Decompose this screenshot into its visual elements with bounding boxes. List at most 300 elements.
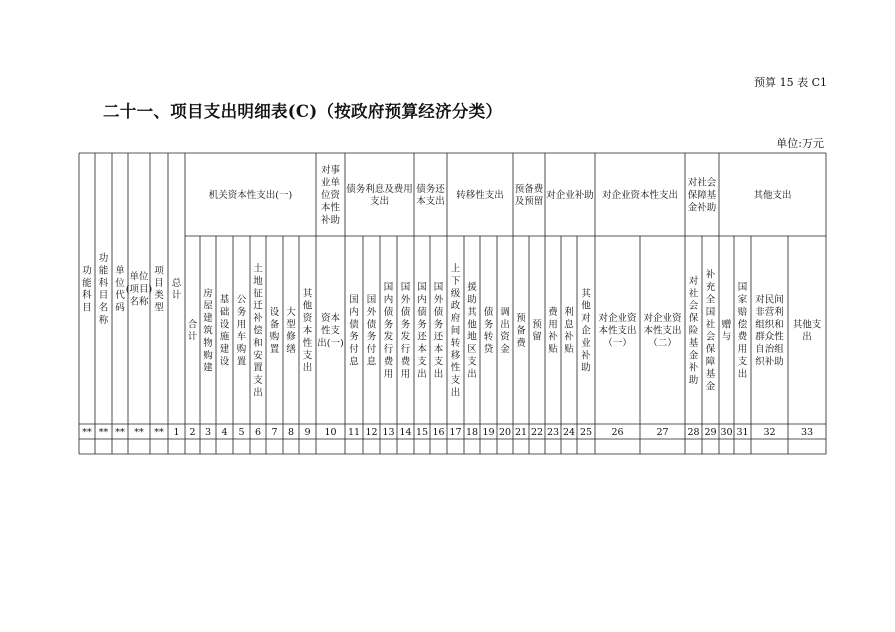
sub-header-15: [451, 262, 461, 398]
sub-header-9-line: 内: [349, 306, 359, 318]
sub-header-23-line: 业: [581, 337, 591, 349]
sub-header-26-line: 补: [688, 362, 699, 374]
sub-header-6-line: 大: [286, 306, 296, 318]
group-header-7-line: 对企业资本性支出: [601, 189, 679, 201]
sub-header-10-line: 息: [366, 356, 377, 368]
sub-header-11-line: 行: [383, 344, 394, 356]
sub-header-21-line: 费: [548, 306, 558, 318]
sub-header-9-line: 付: [349, 344, 359, 356]
sub-header-21-line: 补: [548, 331, 558, 343]
sub-header-26-line: 助: [688, 375, 699, 387]
sub-header-2: [220, 293, 230, 367]
sub-header-15-line: 出: [450, 387, 461, 399]
sub-header-27-line: 社: [705, 319, 716, 331]
column-number-4: 5: [238, 427, 245, 438]
group-header-0: [209, 189, 292, 201]
sub-header-7-line: 支: [302, 350, 313, 362]
column-number-30: 31: [736, 427, 749, 438]
left-header-2-line: 码: [115, 302, 125, 314]
sub-header-23: [581, 287, 591, 373]
left-header-2-line: 单: [115, 265, 125, 277]
sub-header-10-line: 债: [366, 319, 377, 331]
sub-header-12-line: 行: [400, 344, 411, 356]
sub-header-23-line: 助: [581, 362, 591, 374]
sub-header-4-line: 迁: [253, 300, 263, 312]
sub-header-26-line: 对: [688, 275, 699, 287]
sub-header-10-line: 付: [366, 344, 377, 356]
column-number-27: 28: [687, 427, 700, 438]
group-header-0-line: 机关资本性支出(一): [208, 189, 293, 201]
sub-header-8: [317, 312, 343, 349]
sub-header-3-line: 购: [236, 344, 247, 356]
column-number-32: 33: [800, 427, 814, 438]
sub-header-7-line: 资: [302, 313, 313, 325]
group-header-1-line: 业单: [320, 177, 341, 189]
sub-header-25-line: 对企业资: [643, 313, 682, 325]
left-header-3-line: 名称: [129, 296, 149, 308]
sub-header-16-line: 其: [467, 306, 477, 318]
sub-header-30-line: 自治组: [755, 344, 784, 356]
sub-header-27-line: 金: [705, 381, 716, 393]
sub-header-3-line: 车: [236, 331, 247, 343]
sub-header-20: [532, 319, 542, 342]
column-number-12: 13: [382, 427, 395, 438]
sub-header-19-line: 费: [516, 337, 526, 349]
group-header-8-line: 对社会: [687, 177, 717, 189]
sub-header-10: [367, 294, 377, 367]
column-number-16: 17: [449, 427, 462, 438]
sub-header-28-line: 赠: [721, 319, 732, 331]
sub-header-15-line: 支: [450, 375, 461, 387]
column-number-10: 11: [347, 427, 361, 438]
group-header-5: [515, 183, 544, 207]
group-header-8-line: 金补助: [687, 202, 717, 214]
sub-header-1: [203, 287, 213, 373]
left-header-1: [99, 252, 109, 326]
sub-header-22-line: 贴: [564, 344, 574, 356]
sub-header-23-line: 企: [581, 325, 591, 337]
sub-header-12-line: 务: [400, 319, 411, 331]
sub-header-29-line: 用: [737, 344, 748, 356]
sub-header-24: [598, 312, 637, 349]
sub-header-12-line: 费: [400, 356, 411, 368]
group-header-2-line: 支出: [369, 196, 390, 208]
sub-header-4-line: 土: [253, 263, 263, 275]
sub-header-30-line: 群众性: [755, 331, 784, 343]
sub-header-1-line: 物: [203, 337, 213, 349]
sub-header-13-line: 债: [417, 306, 427, 318]
sub-header-15-line: 下: [450, 275, 461, 287]
group-header-6-line: 对企业补助: [546, 189, 594, 201]
sub-header-27: [706, 269, 716, 393]
sub-header-12-line: 外: [400, 294, 411, 306]
sub-header-13-line: 出: [417, 368, 427, 380]
sub-header-26-line: 会: [688, 300, 699, 312]
column-number-11: 12: [365, 427, 378, 438]
sub-header-16-line: 他: [467, 319, 477, 331]
sub-header-4-line: 支: [253, 375, 263, 387]
sub-header-6-line: 型: [286, 319, 296, 331]
sub-header-12-line: 用: [400, 368, 411, 380]
sub-header-22: [564, 306, 574, 355]
column-number-28: 29: [704, 427, 717, 438]
sub-header-7-line: 性: [302, 337, 313, 349]
sub-header-10-line: 国: [366, 294, 377, 306]
sub-header-8-line: 出(一): [317, 337, 344, 349]
sub-header-16-line: 地: [467, 331, 477, 343]
column-number-8: 9: [304, 427, 311, 438]
sub-header-2-line: 建: [219, 344, 230, 356]
column-number-9: 10: [324, 427, 337, 438]
sub-header-27-line: 保: [705, 344, 716, 356]
column-number-2: 3: [204, 427, 212, 438]
sub-header-2-line: 设: [219, 356, 230, 368]
sub-header-27-line: 充: [705, 282, 716, 294]
sub-header-15-line: 性: [450, 362, 461, 374]
sub-header-18-line: 调: [500, 306, 510, 318]
sub-header-13-line: 支: [417, 356, 427, 368]
column-number-21: 22: [530, 427, 544, 438]
column-number-23: 24: [562, 427, 576, 438]
sub-header-14: [434, 282, 444, 380]
sub-header-3-line: 用: [236, 319, 247, 331]
group-header-3-line: 本支出: [416, 196, 445, 208]
sub-header-2-line: 施: [219, 331, 230, 343]
sub-header-26-line: 金: [688, 350, 699, 362]
sub-header-2-line: 础: [219, 306, 230, 318]
left-header-2-line: 位: [115, 277, 125, 289]
left-header-4-line: 目: [154, 277, 164, 289]
column-number-25: 26: [611, 427, 624, 438]
column-number-31: 32: [763, 427, 776, 438]
group-header-8: [688, 177, 717, 214]
column-number-26: 27: [656, 427, 669, 438]
sub-header-16-line: 出: [467, 368, 477, 380]
sub-header-1-line: 建: [203, 362, 213, 374]
column-number-18: 19: [482, 427, 495, 438]
sub-header-26: [689, 275, 699, 386]
sub-header-9: [349, 294, 359, 367]
column-number-5: 6: [254, 427, 262, 438]
sub-header-30-line: 组织和: [755, 319, 784, 331]
group-header-4-line: 转移性支出: [456, 189, 504, 201]
column-number-24: 25: [579, 427, 593, 438]
sub-header-9-line: 息: [349, 356, 359, 368]
sub-header-0-line: 合: [187, 319, 198, 331]
placeholder-1: **: [98, 427, 109, 438]
column-number-22: 23: [546, 427, 560, 438]
sub-header-0: [188, 318, 198, 342]
sub-header-19: [516, 313, 526, 349]
sub-header-14-line: 出: [433, 368, 444, 380]
column-number-13: 14: [399, 427, 412, 438]
left-header-2: [115, 264, 125, 313]
unit-label: 单位:万元: [776, 137, 824, 150]
sub-header-7-line: 其: [302, 288, 313, 300]
group-header-9-line: 其他支出: [753, 189, 792, 201]
sub-header-1-line: 屋: [203, 300, 213, 312]
sub-header-5-line: 设: [269, 306, 280, 318]
sub-header-29-line: 国: [737, 282, 748, 294]
sub-header-31-line: 出: [802, 331, 812, 343]
sub-header-12-line: 国: [400, 282, 411, 294]
sub-header-15-line: 上: [450, 263, 461, 275]
column-number-17: 18: [465, 427, 479, 438]
sub-header-7-line: 出: [302, 362, 313, 374]
sub-header-4-line: 安: [253, 350, 263, 362]
group-header-5-line: 及预留: [514, 196, 544, 208]
left-header-1-line: 科: [98, 277, 109, 289]
sub-header-4-line: 出: [253, 387, 263, 399]
sub-header-10-line: 务: [366, 331, 377, 343]
sub-header-4-line: 置: [253, 362, 263, 374]
group-header-1-line: 位资: [320, 189, 341, 201]
sub-header-27-line: 国: [705, 306, 716, 318]
sub-header-5-line: 备: [269, 319, 280, 331]
sub-header-20-line: 预: [532, 319, 542, 331]
sub-header-14-line: 支: [433, 356, 444, 368]
group-header-3: [416, 183, 445, 207]
sub-header-2-line: 设: [219, 319, 230, 331]
sub-header-26-line: 基: [688, 337, 699, 349]
sub-header-20-line: 留: [532, 331, 542, 343]
group-header-1-line: 本性: [320, 202, 341, 214]
sub-header-5-line: 置: [269, 344, 280, 356]
left-header-3: [126, 271, 152, 308]
sub-header-25: [643, 312, 682, 349]
column-number-20: 21: [514, 427, 528, 438]
sub-header-3-line: 置: [236, 356, 247, 368]
sub-header-23-line: 补: [581, 350, 591, 362]
placeholder-2: **: [115, 427, 125, 438]
sub-header-13-line: 务: [417, 319, 427, 331]
sub-header-1-line: 筑: [203, 325, 213, 337]
group-header-2: [346, 183, 413, 207]
sub-header-24-line: （一）: [603, 337, 632, 349]
sub-header-29-line: 支: [737, 356, 748, 368]
sub-header-16-line: 助: [467, 294, 477, 306]
sub-header-27-line: 全: [705, 294, 716, 306]
group-header-1-line: 对事: [320, 165, 341, 177]
sub-header-8-line: 资本: [320, 313, 341, 325]
left-header-0-line: 目: [82, 302, 92, 314]
sub-header-15-line: 移: [450, 350, 461, 362]
sub-header-30: [755, 293, 784, 367]
sub-header-30-line: 织补助: [755, 356, 784, 368]
sub-header-26-line: 保: [688, 313, 699, 325]
sub-header-29: [738, 282, 748, 380]
sub-header-18: [500, 307, 510, 355]
sub-header-2-line: 基: [219, 294, 230, 306]
left-header-0-line: 能: [82, 277, 92, 289]
sub-header-22-line: 利: [564, 306, 574, 318]
left-header-1-line: 称: [98, 314, 109, 326]
sub-header-3-line: 公: [236, 294, 247, 306]
sub-header-5: [270, 307, 280, 355]
left-header-0-line: 功: [82, 265, 92, 277]
group-header-9: [753, 189, 791, 201]
sub-header-1-line: 房: [203, 288, 213, 300]
sub-header-27-line: 基: [705, 368, 716, 380]
sub-header-16-line: 区: [467, 344, 477, 356]
column-number-0: 1: [173, 427, 180, 438]
left-header-1-line: 功: [98, 252, 109, 264]
sub-header-28: [722, 318, 732, 342]
sub-header-15-line: 级: [450, 288, 461, 300]
sub-header-14-line: 还: [433, 331, 444, 343]
sub-header-31-line: 其他支: [792, 319, 822, 331]
sub-header-15-line: 政: [450, 300, 461, 312]
sub-header-27-line: 会: [705, 331, 716, 343]
sub-header-27-line: 障: [705, 356, 716, 368]
sub-header-17-line: 务: [483, 319, 494, 331]
left-header-1-line: 目: [98, 290, 109, 302]
group-header-7: [602, 189, 678, 201]
sub-header-14-line: 本: [433, 344, 444, 356]
left-header-1-line: 名: [98, 302, 109, 314]
sub-header-11-line: 债: [383, 306, 394, 318]
sub-header-14-line: 务: [433, 319, 444, 331]
sub-header-18-line: 金: [500, 344, 510, 356]
sub-header-15-line: 府: [450, 313, 461, 325]
sub-header-13: [417, 282, 427, 380]
sub-header-4-line: 偿: [253, 325, 263, 337]
sub-header-1-line: 购: [203, 350, 213, 362]
sub-header-6: [286, 306, 296, 355]
sub-header-9-line: 国: [349, 294, 359, 306]
group-header-3-line: 债务还: [416, 183, 445, 195]
group-header-4: [456, 189, 504, 201]
sub-header-25-line: 本性支出: [643, 325, 682, 337]
sub-header-30-line: 非营利: [755, 306, 784, 318]
sub-header-0-line: 计: [187, 331, 198, 343]
sub-header-13-line: 还: [417, 331, 427, 343]
sub-header-1-line: 建: [203, 313, 213, 325]
left-header-2-line: 代: [115, 290, 125, 302]
left-header-5: [172, 277, 182, 301]
sub-header-4-line: 和: [253, 337, 263, 349]
sub-header-11-line: 费: [383, 356, 394, 368]
sub-header-23-line: 他: [581, 300, 591, 312]
sub-header-18-line: 出: [500, 319, 510, 331]
sub-header-22-line: 补: [564, 331, 574, 343]
sub-header-14-line: 外: [433, 294, 444, 306]
sub-header-12: [401, 282, 411, 380]
group-header-8-line: 保障基: [687, 189, 717, 201]
sub-header-4-line: 征: [253, 288, 263, 300]
left-header-5-line: 总: [171, 277, 182, 289]
left-header-5-line: 计: [171, 290, 182, 302]
sub-header-15-line: 转: [450, 337, 461, 349]
page-title: 二十一、项目支出明细表(C)（按政府预算经济分类）: [103, 102, 503, 121]
sub-header-23-line: 对: [581, 313, 591, 325]
left-header-4-line: 项: [154, 265, 164, 277]
placeholder-4: **: [154, 427, 164, 438]
sub-header-12-line: 债: [400, 306, 411, 318]
sub-header-14-line: 债: [433, 306, 444, 318]
sub-header-4-line: 补: [253, 313, 263, 325]
sub-header-25-line: （二）: [648, 337, 677, 349]
sub-header-19-line: 备: [516, 325, 526, 337]
sub-header-29-line: 费: [737, 331, 748, 343]
sub-header-3: [237, 294, 247, 367]
sub-header-15-line: 间: [450, 325, 461, 337]
sub-header-19-line: 预: [516, 313, 526, 325]
sub-header-6-line: 修: [286, 331, 296, 343]
form-number: 预算 15 表 C1: [754, 76, 827, 89]
sub-header-13-line: 本: [417, 344, 427, 356]
column-number-15: 16: [432, 427, 445, 438]
left-header-4-line: 型: [154, 302, 164, 314]
sub-header-22-line: 息: [564, 319, 574, 331]
sub-header-31: [793, 318, 822, 342]
sub-header-26-line: 社: [688, 288, 699, 300]
left-header-1-line: 能: [98, 265, 109, 277]
sub-header-29-line: 赔: [737, 306, 748, 318]
column-number-29: 30: [720, 427, 733, 438]
sub-header-4-line: 地: [253, 275, 263, 287]
sub-header-17-line: 贷: [483, 344, 494, 356]
column-number-7: 8: [287, 427, 295, 438]
sub-header-9-line: 债: [349, 319, 359, 331]
column-number-3: 4: [221, 427, 228, 438]
sub-header-11-line: 用: [383, 368, 394, 380]
left-header-0: [82, 264, 92, 313]
sub-header-12-line: 发: [400, 331, 411, 343]
left-header-0-line: 科: [82, 290, 92, 302]
left-header-3-line: (项目): [125, 283, 153, 295]
sub-header-29-line: 出: [737, 368, 748, 380]
sub-header-11-line: 内: [383, 294, 394, 306]
sub-header-17-line: 债: [483, 306, 494, 318]
sub-header-8-line: 性支: [320, 325, 341, 337]
sub-header-21-line: 贴: [548, 344, 558, 356]
sub-header-29-line: 偿: [737, 319, 748, 331]
sub-header-17: [484, 306, 494, 355]
group-header-6: [546, 189, 594, 201]
sub-header-23-line: 其: [581, 288, 591, 300]
sub-header-4: [253, 262, 263, 398]
sub-header-11: [384, 282, 394, 380]
sub-header-11-line: 国: [383, 282, 394, 294]
group-header-2-line: 债务利息及费用: [346, 183, 413, 195]
sub-header-30-line: 对民间: [755, 294, 784, 306]
sub-header-7-line: 本: [302, 325, 313, 337]
left-header-3-line: 单位: [129, 271, 149, 283]
column-number-1: 2: [189, 427, 196, 438]
sub-header-10-line: 外: [366, 306, 377, 318]
sub-header-16-line: 支: [467, 356, 477, 368]
sub-header-16: [467, 281, 477, 380]
sub-header-18-line: 资: [500, 331, 510, 343]
sub-header-11-line: 务: [383, 319, 394, 331]
sub-header-13-line: 国: [417, 282, 427, 294]
sub-header-6-line: 缮: [286, 344, 296, 356]
sub-header-7: [303, 287, 313, 373]
sub-header-16-line: 援: [467, 282, 477, 294]
column-number-6: 7: [271, 427, 278, 438]
sub-header-28-line: 与: [721, 331, 732, 343]
group-header-1-line: 补助: [320, 214, 341, 226]
sub-header-24-line: 本性支出: [598, 325, 637, 337]
group-header-1: [321, 164, 341, 226]
left-header-4-line: 类: [154, 290, 164, 302]
sub-header-11-line: 发: [383, 331, 394, 343]
sub-header-29-line: 家: [737, 294, 748, 306]
sub-header-5-line: 购: [269, 331, 280, 343]
sub-header-27-line: 补: [705, 269, 716, 281]
sub-header-21-line: 用: [548, 319, 558, 331]
